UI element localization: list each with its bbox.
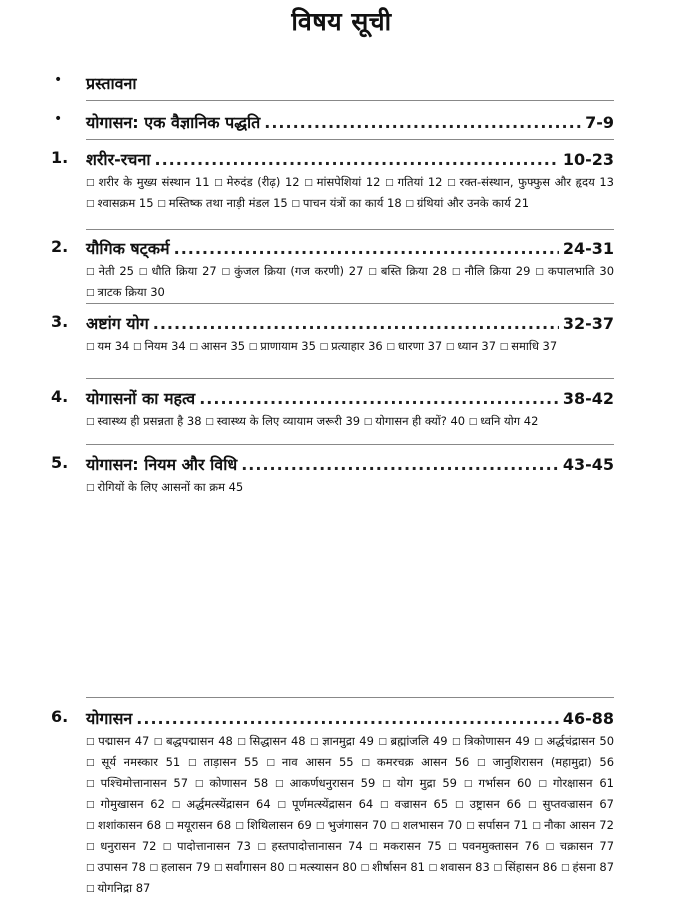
chapter-number: 6. xyxy=(51,707,69,726)
subtopic-item[interactable]: □ प्रत्याहार 36 xyxy=(320,339,383,353)
subtopic-item[interactable]: □ शशांकासन 68 xyxy=(86,818,161,832)
entry-title: योगासन xyxy=(86,709,133,728)
subtopic-item[interactable]: □ नाव आसन 55 xyxy=(266,755,353,769)
subtopic-item[interactable]: □ मांसपेशियां 12 xyxy=(304,175,380,189)
divider xyxy=(86,139,614,140)
divider xyxy=(86,378,614,379)
toc-heading[interactable] xyxy=(86,148,614,170)
subtopic-item[interactable]: □ हंसना 87 xyxy=(561,860,614,874)
subtopic-item[interactable]: □ नौलि क्रिया 29 xyxy=(452,264,530,278)
toc-heading[interactable] xyxy=(86,453,614,475)
subtopic-item[interactable]: □ आकर्णधनुरासन 59 xyxy=(275,776,375,790)
subtopic-item[interactable]: □ कमरचक्र आसन 56 xyxy=(361,755,469,769)
subtopic-list xyxy=(86,262,614,304)
entry-title: अष्टांग योग xyxy=(86,314,149,333)
subtopic-item[interactable]: □ नौका आसन 72 xyxy=(532,818,614,832)
entry-title: प्रस्तावना xyxy=(86,74,137,93)
subtopic-item[interactable]: □ सर्वांगासन 80 xyxy=(214,860,285,874)
subtopic-item[interactable]: □ ध्वनि योग 42 xyxy=(469,414,539,428)
chapter-number: 5. xyxy=(51,453,69,472)
subtopic-item[interactable]: □ उष्ट्रासन 66 xyxy=(455,797,521,811)
subtopic-item[interactable]: □ रक्त-संस्थान, फुफ्फुस और हृदय 13 xyxy=(447,175,614,189)
leader-dots xyxy=(154,150,558,169)
subtopic-item[interactable]: □ धौति क्रिया 27 xyxy=(139,264,217,278)
chapter-number: 2. xyxy=(51,237,69,256)
subtopic-item[interactable]: □ हलासन 79 xyxy=(149,860,210,874)
subtopic-item[interactable]: □ सर्पासन 71 xyxy=(466,818,528,832)
subtopic-item[interactable]: □ शिथिलासन 69 xyxy=(235,818,312,832)
subtopic-list xyxy=(86,337,614,358)
subtopic-item[interactable]: □ कुंजल क्रिया (गज करणी) 27 xyxy=(222,264,364,278)
subtopic-item[interactable]: □ भुजंगासन 70 xyxy=(316,818,387,832)
subtopic-item[interactable]: □ उपासन 78 xyxy=(86,860,146,874)
leader-dots xyxy=(174,239,559,258)
subtopic-item[interactable]: □ स्वास्थ्य के लिए व्यायाम जरूरी 39 xyxy=(205,414,360,428)
divider xyxy=(86,697,614,698)
subtopic-item[interactable]: □ गर्भासन 60 xyxy=(464,776,532,790)
subtopic-item[interactable]: □ गोमुखासन 62 xyxy=(86,797,165,811)
subtopic-item[interactable]: □ ताड़ासन 55 xyxy=(188,755,259,769)
subtopic-list xyxy=(86,173,614,215)
subtopic-item[interactable]: □ त्राटक क्रिया 30 xyxy=(86,285,165,299)
subtopic-item[interactable]: □ कपालभाति 30 xyxy=(535,264,614,278)
subtopic-item[interactable]: □ आसन 35 xyxy=(189,339,245,353)
subtopic-item[interactable]: □ पद्मासन 47 xyxy=(86,734,149,748)
subtopic-item[interactable]: □ शरीर के मुख्य संस्थान 11 xyxy=(86,175,210,189)
subtopic-item[interactable]: □ ध्यान 37 xyxy=(446,339,496,353)
entry-pages: 10-23 xyxy=(562,150,614,169)
toc-heading[interactable] xyxy=(86,111,614,133)
subtopic-item[interactable]: □ पादोत्तानासन 73 xyxy=(163,839,251,853)
subtopic-item[interactable]: □ पूर्णमत्स्येंद्रासन 64 xyxy=(277,797,373,811)
toc-entry xyxy=(51,387,614,433)
subtopic-item[interactable]: □ पवनमुक्तासन 76 xyxy=(448,839,539,853)
divider xyxy=(86,100,614,101)
subtopic-item[interactable]: □ प्राणायाम 35 xyxy=(249,339,316,353)
divider xyxy=(86,444,614,445)
entry-pages: 43-45 xyxy=(562,455,614,474)
leader-dots xyxy=(136,709,559,728)
subtopic-item[interactable]: □ मकरासन 75 xyxy=(369,839,442,853)
subtopic-item[interactable]: □ नियम 34 xyxy=(133,339,186,353)
leader-dots xyxy=(264,113,581,132)
subtopic-item[interactable]: □ मत्स्यासन 80 xyxy=(288,860,357,874)
entry-title: यौगिक षट्कर्म xyxy=(86,239,170,258)
chapter-number: 3. xyxy=(51,312,69,331)
toc-entry xyxy=(51,148,614,215)
subtopic-item[interactable]: □ सिंहासन 86 xyxy=(493,860,557,874)
subtopic-item[interactable]: □ मस्तिष्क तथा नाड़ी मंडल 15 xyxy=(157,196,288,210)
divider xyxy=(86,303,614,304)
subtopic-item[interactable]: □ योगासन ही क्यों? 40 xyxy=(364,414,465,428)
subtopic-item[interactable]: □ श्वासक्रम 15 xyxy=(86,196,154,210)
subtopic-item[interactable]: □ पश्चिमोत्तानासन 57 xyxy=(86,776,188,790)
entry-pages: 24-31 xyxy=(562,239,614,258)
subtopic-item[interactable]: □ वज्रासन 65 xyxy=(380,797,448,811)
toc-entry xyxy=(54,72,614,94)
subtopic-item[interactable]: □ मेरुदंड (रीढ़) 12 xyxy=(214,175,299,189)
subtopic-item[interactable]: □ योग मुद्रा 59 xyxy=(382,776,457,790)
subtopic-item[interactable]: □ स्वास्थ्य ही प्रसन्नता है 38 xyxy=(86,414,202,428)
subtopic-item[interactable]: □ शीर्षासन 81 xyxy=(361,860,425,874)
entry-title: शरीर-रचना xyxy=(86,150,151,169)
leader-dots xyxy=(153,314,559,333)
toc-heading[interactable] xyxy=(86,387,614,409)
toc-heading[interactable] xyxy=(86,72,614,94)
subtopic-item[interactable]: □ गोरक्षासन 61 xyxy=(538,776,614,790)
subtopic-item[interactable]: □ शवासन 83 xyxy=(429,860,490,874)
divider xyxy=(86,229,614,230)
subtopic-item[interactable]: □ त्रिकोणासन 49 xyxy=(452,734,530,748)
subtopic-item[interactable]: □ गतियां 12 xyxy=(385,175,442,189)
chapter-number: 1. xyxy=(51,148,69,167)
subtopic-item[interactable]: □ चक्रासन 77 xyxy=(546,839,614,853)
subtopic-item[interactable]: □ ज्ञानमुद्रा 49 xyxy=(310,734,374,748)
subtopic-item[interactable]: □ रोगियों के लिए आसनों का क्रम 45 xyxy=(86,480,243,494)
subtopic-item[interactable]: □ अर्द्धमत्स्येंद्रासन 64 xyxy=(172,797,271,811)
entry-pages: 32-37 xyxy=(562,314,614,333)
entry-title: योगासन: एक वैज्ञानिक पद्धति xyxy=(86,113,261,132)
toc-heading[interactable] xyxy=(86,707,614,729)
subtopic-item[interactable]: □ जानुशिरासन (महामुद्रा) 56 xyxy=(477,755,614,769)
subtopic-item[interactable]: □ सुप्तवज्रासन 67 xyxy=(528,797,614,811)
subtopic-item[interactable]: □ नेती 25 xyxy=(86,264,134,278)
entry-pages: 46-88 xyxy=(562,709,614,728)
toc-entry xyxy=(54,111,614,133)
page-title: विषय सूची xyxy=(291,7,392,36)
subtopic-item[interactable]: □ योगनिद्रा 87 xyxy=(86,881,150,895)
entry-title: योगासन: नियम और विधि xyxy=(86,455,238,474)
subtopic-item[interactable]: □ बद्धपद्मासन 48 xyxy=(154,734,233,748)
entry-title: योगासनों का महत्व xyxy=(86,389,196,408)
subtopic-item[interactable]: □ सिद्धासन 48 xyxy=(237,734,305,748)
bullet: • xyxy=(54,111,63,127)
subtopic-item[interactable]: □ पाचन यंत्रों का कार्य 18 xyxy=(291,196,401,210)
subtopic-item[interactable]: □ ग्रंथियां और उनके कार्य 21 xyxy=(405,196,529,210)
entry-pages: 38-42 xyxy=(562,389,614,408)
toc-entry xyxy=(51,237,615,304)
subtopic-item[interactable]: □ धनुरासन 72 xyxy=(86,839,156,853)
subtopic-item[interactable]: □ समाधि 37 xyxy=(500,339,558,353)
toc-heading[interactable] xyxy=(86,312,614,334)
entry-pages: 7-9 xyxy=(585,113,614,132)
bullet: • xyxy=(54,72,63,88)
leader-dots xyxy=(199,389,559,408)
subtopic-item[interactable]: □ ब्रह्मांजलि 49 xyxy=(378,734,447,748)
subtopic-item[interactable]: □ अर्द्धचंद्रासन 50 xyxy=(534,734,614,748)
subtopic-item[interactable]: □ हस्तपादोत्तानासन 74 xyxy=(257,839,362,853)
subtopic-item[interactable]: □ धारणा 37 xyxy=(386,339,442,353)
toc-heading[interactable] xyxy=(86,237,614,259)
chapter-number: 4. xyxy=(51,387,69,406)
subtopic-item[interactable]: □ शलभासन 70 xyxy=(391,818,462,832)
subtopic-list xyxy=(86,732,614,900)
subtopic-item[interactable]: □ कोणासन 58 xyxy=(195,776,268,790)
toc-entry xyxy=(51,707,615,900)
subtopic-list xyxy=(86,412,614,433)
subtopic-item[interactable]: □ सूर्य नमस्कार 51 xyxy=(86,755,180,769)
leader-dots xyxy=(241,455,559,474)
subtopic-item[interactable]: □ बस्ति क्रिया 28 xyxy=(368,264,447,278)
subtopic-item[interactable]: □ मयूरासन 68 xyxy=(165,818,231,832)
subtopic-list xyxy=(86,478,614,499)
toc-entry xyxy=(51,453,614,499)
toc-entry xyxy=(51,312,614,358)
subtopic-item[interactable]: □ यम 34 xyxy=(86,339,129,353)
